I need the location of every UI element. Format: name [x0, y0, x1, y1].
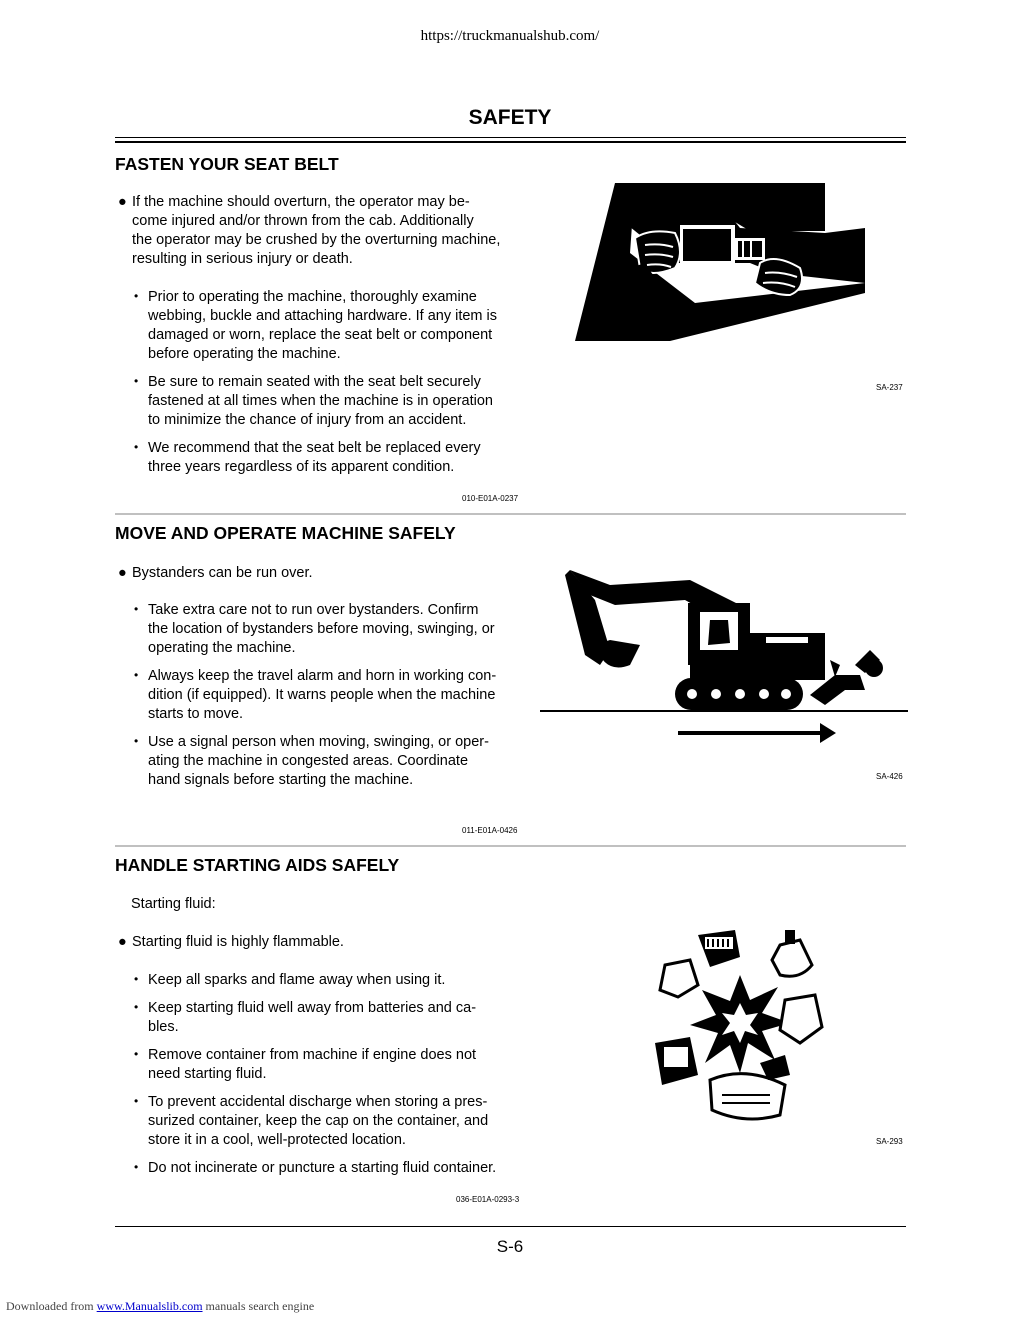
figure-label: SA-237: [876, 383, 903, 392]
sub-bullet-text: Keep all sparks and flame away when using it.: [148, 972, 446, 988]
bullet-text: Bystanders can be run over.: [132, 565, 313, 581]
section-divider: [115, 513, 906, 515]
sub-bullet-text: We recommend that the seat belt be replaced every three years regardless of its apparent condition.: [148, 440, 481, 475]
sub-bullet-text: Be sure to remain seated with the seat belt securely fastened at all times when the machine is in operation to minimize the chance of injury from an accident.: [148, 374, 493, 428]
excavator-runover-icon: [540, 565, 908, 750]
footer-suffix: manuals search engine: [205, 1299, 315, 1313]
source-url: https://truckmanualshub.com/: [420, 28, 600, 44]
section-divider: [115, 845, 906, 847]
page-number: S-6: [496, 1237, 524, 1256]
bullet-dot: ●: [118, 194, 127, 210]
sub-bullet-dot: •: [134, 374, 139, 388]
section-title-seat-belt: FASTEN YOUR SEAT BELT: [115, 154, 339, 174]
sub-bullet-dot: •: [134, 734, 139, 748]
seat-belt-buckle-icon: [575, 183, 865, 345]
figure-label: SA-293: [876, 1137, 903, 1146]
reference-code: 010-E01A-0237: [462, 494, 519, 503]
header-rule: [115, 137, 906, 138]
sub-bullet-dot: •: [134, 1094, 139, 1108]
reference-code: 036-E01A-0293-3: [456, 1195, 520, 1204]
sub-bullet-text: Remove container from machine if engine does not need starting fluid.: [148, 1047, 477, 1082]
bullet-dot: ●: [118, 934, 127, 950]
sub-bullet-dot: •: [134, 1047, 139, 1061]
sub-bullet-text: To prevent accidental discharge when storing a pres- surized container, keep the cap on the container, and store it in a cool, well-protected location.: [148, 1094, 489, 1148]
sub-bullet-dot: •: [134, 668, 139, 682]
bullet-text: Starting fluid is highly flammable.: [132, 934, 344, 950]
sub-bullet-dot: •: [134, 1160, 139, 1174]
sub-bullet-dot: •: [134, 289, 139, 303]
sub-bullet-text: Do not incinerate or puncture a starting fluid container.: [148, 1160, 497, 1176]
reference-code: 011-E01A-0426: [462, 826, 518, 835]
sub-bullet-dot: •: [134, 1000, 139, 1014]
header-rule-thick: [115, 141, 906, 143]
sub-bullet-text: Always keep the travel alarm and horn in working con- dition (if equipped). It warns people when the machine starts to move.: [148, 668, 497, 722]
bullet-dot: ●: [118, 565, 127, 581]
manualslib-link[interactable]: www.Manualslib.com: [96, 1299, 203, 1313]
sub-bullet-text: Use a signal person when moving, swinging, or oper- ating the machine in congested areas. Coordinate hand signals before starting the machine.: [148, 734, 489, 788]
figure-label: SA-426: [876, 772, 903, 781]
section-title-starting-aids: HANDLE STARTING AIDS SAFELY: [115, 855, 400, 875]
sub-bullet-dot: •: [134, 972, 139, 986]
download-footer: [6, 1299, 314, 1314]
sub-bullet-dot: •: [134, 440, 139, 454]
sub-bullet-text: Take extra care not to run over bystanders. Confirm the location of bystanders before moving, swinging, or operating the machine.: [148, 602, 495, 656]
sub-bullet-text: Prior to operating the machine, thoroughly examine webbing, buckle and attaching hardware. If any item is damaged or worn, replace the seat belt or component before operating the machine.: [148, 289, 498, 362]
sub-bullet-text: Keep starting fluid well away from batteries and ca- bles.: [148, 1000, 477, 1035]
intro-text: Starting fluid:: [131, 896, 216, 912]
bullet-text: If the machine should overturn, the operator may be- come injured and/or thrown from the cab. Additionally the operator may be crushed by the overturning machine, resulting in serious injury or death.: [132, 194, 501, 267]
exploding-canister-icon: [650, 915, 830, 1123]
footer-rule: [115, 1226, 906, 1227]
sub-bullet-dot: •: [134, 602, 139, 616]
page-title: SAFETY: [468, 106, 552, 129]
footer-prefix: Downloaded from: [6, 1299, 94, 1313]
section-title-move-operate: MOVE AND OPERATE MACHINE SAFELY: [115, 523, 456, 543]
